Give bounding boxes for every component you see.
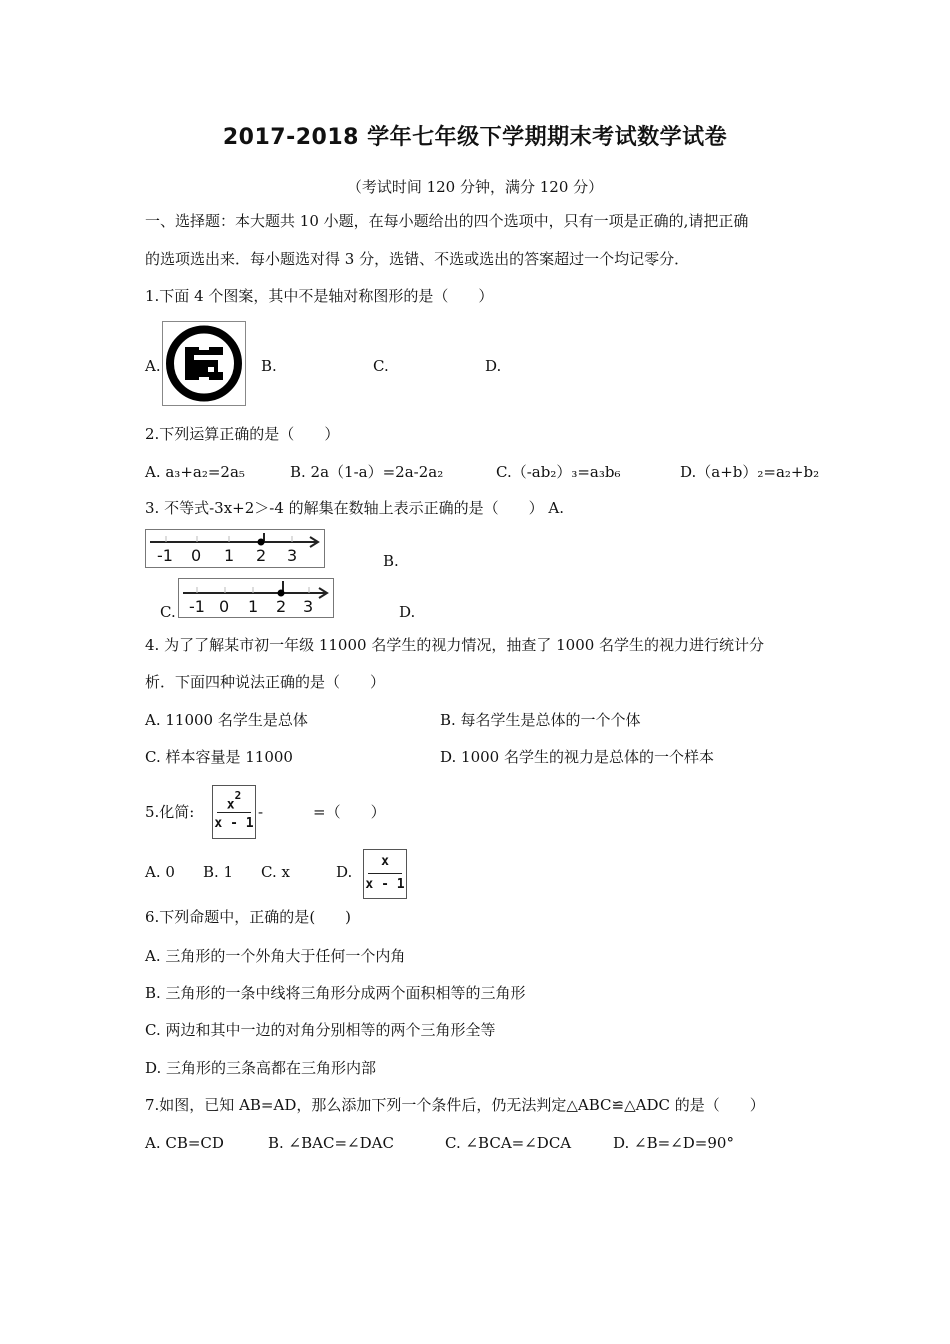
q1-option-b: B. <box>261 357 277 375</box>
q4-option-b: B. 每名学生是总体的一个个体 <box>440 711 641 729</box>
q6-option-b: B. 三角形的一条中线将三角形分成两个面积相等的三角形 <box>145 984 526 1002</box>
q3c-tick-label: -1 <box>189 597 205 616</box>
q4-option-c: C. 样本容量是 11000 <box>145 748 293 766</box>
q3-option-c: C. <box>160 603 176 621</box>
q1-option-a: A. <box>145 357 161 375</box>
q7-option-c: C. ∠BCA=∠DCA <box>445 1134 572 1152</box>
q7-option-b: B. ∠BAC=∠DAC <box>268 1134 394 1152</box>
q4-stem-line2: 析．下面四种说法正确的是（ ） <box>145 673 386 691</box>
q5-equals: =（ ） <box>313 803 386 821</box>
q5-option-d: D. <box>336 863 353 881</box>
q5-option-c: C. x <box>261 863 290 881</box>
q1-option-d: D. <box>485 357 502 375</box>
q6-option-d: D. 三角形的三条高都在三角形内部 <box>145 1059 377 1077</box>
q3-option-d: D. <box>399 603 416 621</box>
q3a-tick-label: 0 <box>191 546 202 565</box>
q5-option-a: A. 0 <box>145 863 175 881</box>
q2-option-a: A. a₃+a₂=2a₅ <box>145 463 245 481</box>
q3a-tick-label: -1 <box>157 546 173 565</box>
q5-fraction-numerator: x <box>226 797 235 813</box>
q5-fraction-denominator: x - 1 <box>214 816 254 831</box>
q3-number-line-c <box>178 578 334 618</box>
section-instructions-line1: 一、选择题：本大题共 10 小题，在每小题给出的四个选项中，只有一项是正确的,请把正确 <box>145 212 749 230</box>
q3c-tick-label: 3 <box>303 597 314 616</box>
q3-stem: 3. 不等式-3x+2＞-4 的解集在数轴上表示正确的是（ ） A. <box>145 499 565 517</box>
q3a-tick-label: 1 <box>224 546 235 565</box>
q1-stem: 1.下面 4 个图案，其中不是轴对称图形的是（ ） <box>145 287 494 305</box>
q4-option-d: D. 1000 名学生的视力是总体的一个样本 <box>440 748 714 766</box>
page-subtitle: （考试时间 120 分钟，满分 120 分） <box>346 178 604 196</box>
q7-option-a: A. CB=CD <box>145 1134 224 1152</box>
q5-minus: - <box>258 803 264 821</box>
q3-option-b: B. <box>383 552 399 570</box>
q3a-tick-label: 2 <box>256 546 267 565</box>
q4-stem-line1: 4. 为了了解某市初一年级 11000 名学生的视力情况，抽查了 1000 名学生的视力进行统计分 <box>145 636 765 654</box>
q5-option-d-numerator: x <box>381 854 389 869</box>
q3a-tick-label: 3 <box>287 546 298 565</box>
q3c-tick-label: 2 <box>276 597 287 616</box>
q6-stem: 6.下列命题中，正确的是( ) <box>145 908 352 926</box>
q5-option-d-denominator: x - 1 <box>365 877 405 892</box>
q2-option-b: B. 2a（1-a）=2a-2a₂ <box>290 463 444 481</box>
q6-option-c: C. 两边和其中一边的对角分别相等的两个三角形全等 <box>145 1021 496 1039</box>
q2-option-d: D.（a+b）₂=a₂+b₂ <box>680 463 820 481</box>
q4-option-a: A. 11000 名学生是总体 <box>145 711 308 729</box>
q7-stem: 7.如图，已知 AB=AD，那么添加下列一个条件后，仍无法判定△ABC≌△ADC 的是（ ） <box>145 1096 765 1114</box>
q2-stem: 2.下列运算正确的是（ ） <box>145 425 340 443</box>
q5-option-b: B. 1 <box>203 863 234 881</box>
q5-fraction-exponent: 2 <box>234 789 242 802</box>
page-title: 2017-2018 学年七年级下学期期末考试数学试卷 <box>222 125 728 150</box>
q3c-tick-label: 0 <box>219 597 230 616</box>
q5-option-d-fraction <box>363 849 407 899</box>
q7-option-d: D. ∠B=∠D=90° <box>613 1134 734 1152</box>
q6-option-a: A. 三角形的一个外角大于任何一个内角 <box>145 947 406 965</box>
q3c-tick-label: 1 <box>248 597 259 616</box>
q5-prefix: 5.化简: <box>145 803 195 821</box>
q1-option-c: C. <box>373 357 389 375</box>
bank-coin-logo-icon <box>162 321 246 406</box>
q5-fraction <box>212 785 256 839</box>
q2-option-c: C.（-ab₂）₃=a₃b₆ <box>496 463 621 481</box>
q3-number-line-a <box>145 529 325 568</box>
section-instructions-line2: 的选项选出来．每小题选对得 3 分，选错、不选或选出的答案超过一个均记零分． <box>145 250 690 268</box>
